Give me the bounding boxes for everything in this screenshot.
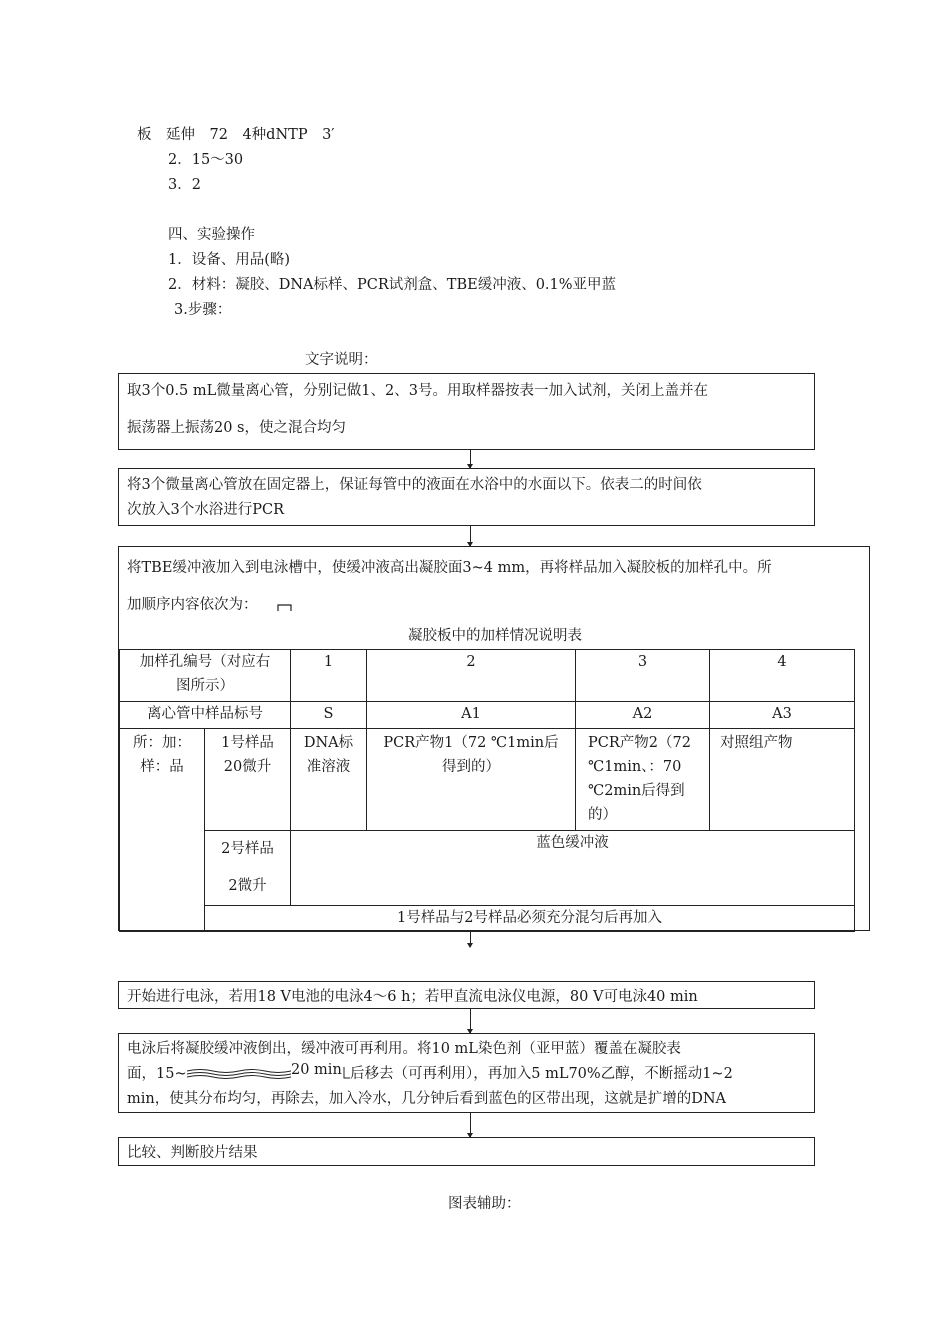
flow-arrow-1 <box>470 450 471 468</box>
sample-2-label-line: 2微升 <box>228 878 267 894</box>
tube-id: A3 <box>710 702 855 729</box>
sample-2-value: 蓝色缓冲液 <box>291 831 855 906</box>
table-row <box>120 650 855 702</box>
well-number: 2 <box>367 650 576 702</box>
step-box-1 <box>118 373 815 450</box>
sample-1-cell <box>576 729 710 831</box>
step-5-line-2a: 面，15~ <box>127 1066 187 1082</box>
table-row <box>120 831 855 906</box>
step-box-6 <box>118 1137 815 1166</box>
sample-1-cell <box>710 729 855 831</box>
step-5-line-3: min，使其分布均匀，再除去，加入冷水，几分钟后看到蓝色的区带出现，这就是扩增的DNA <box>127 1091 727 1107</box>
well-number: 3 <box>576 650 710 702</box>
section-heading: 四、实验操作 <box>168 227 255 243</box>
added-label-line: 样：品 <box>140 759 184 775</box>
well-number: 4 <box>710 650 855 702</box>
step-3-line-2: 加顺序内容依次为： <box>127 597 258 613</box>
answer-line-1: 板 延伸 72 4种dNTP 3′ <box>137 127 335 143</box>
tube-label: 离心管中样品标号 <box>120 702 291 729</box>
section-item-1: 1．设备、用品(略) <box>168 252 291 268</box>
cell-line: PCR产物2（72 <box>588 735 691 751</box>
cell-line: ℃2min后得到 <box>588 783 685 799</box>
sample-1-cell <box>367 729 576 831</box>
step-5-line-1: 电泳后将凝胶缓冲液倒出，缓冲液可再利用。将10 mL染色剂（亚甲蓝）覆盖在凝胶表 <box>127 1041 681 1057</box>
table-row <box>120 702 855 729</box>
section-item-2: 2．材料：凝胶、DNA标样、PCR试剂盒、TBE缓冲液、0.1%亚甲蓝 <box>168 277 617 293</box>
wavy-mark-icon <box>185 1068 295 1080</box>
table-caption: 凝胶板中的加样情况说明表 <box>408 628 582 644</box>
cell-line: 得到的） <box>442 759 500 775</box>
step-2-line-2: 次放入3个水浴进行PCR <box>127 502 284 518</box>
sample-1-label-line: 1号样品 <box>221 735 274 751</box>
flow-arrow-5 <box>470 1113 471 1137</box>
sample-1-label-line: 20微升 <box>223 759 272 775</box>
flow-title: 文字说明： <box>305 352 378 368</box>
bracket-mark-icon <box>277 602 293 612</box>
footer-caption: 图表辅助： <box>448 1196 521 1212</box>
step-1-line-2: 振荡器上振荡20 s，使之混合均匀 <box>127 420 346 436</box>
table-row <box>120 729 855 831</box>
step-1-line-1: 取3个0.5 mL微量离心管，分别记做1、2、3号。用取样器按表一加入试剂，关闭上盖并在 <box>127 383 708 399</box>
tube-id: A1 <box>367 702 576 729</box>
added-label-line: 所：加： <box>133 735 191 751</box>
tube-id: A2 <box>576 702 710 729</box>
table-row <box>120 906 855 932</box>
header-label-cell <box>120 650 291 702</box>
sample-1-label <box>205 729 291 831</box>
table-note: 1号样品与2号样品必须充分混匀后再加入 <box>205 906 855 932</box>
step-2-line-1: 将3个微量离心管放在固定器上，保证每管中的液面在水浴中的水面以下。依表二的时间依 <box>127 477 702 493</box>
sample-2-label-line: 2号样品 <box>221 841 274 857</box>
step-box-2 <box>118 468 815 526</box>
cell-line: 的） <box>588 807 617 823</box>
step-4-text: 开始进行电泳，若用18 V电池的电泳4～6 h；若甲直流电泳仪电源，80 V可电泳40 min <box>127 989 698 1005</box>
header-label-line: 图所示） <box>176 678 234 694</box>
answer-line-3: 3．2 <box>168 177 201 193</box>
answer-line-2: 2．15～30 <box>168 152 244 168</box>
step-5-line-2b: 20 min <box>291 1062 342 1078</box>
tube-id: S <box>291 702 367 729</box>
step-5-line-2c: 后移去（可再利用），再加入5 mL70%乙醇，不断摇动1~2 <box>350 1066 733 1082</box>
flow-arrow-4 <box>470 1009 471 1033</box>
flow-arrow-3 <box>470 931 471 947</box>
cell-line: DNA标 <box>303 735 354 751</box>
cell-line: PCR产物1（72 ℃1min后 <box>383 735 559 751</box>
flow-arrow-2 <box>470 526 471 546</box>
well-number: 1 <box>291 650 367 702</box>
section-item-3: 3.步骤： <box>174 302 232 318</box>
sample-2-label <box>205 831 291 906</box>
loading-table <box>119 649 855 932</box>
step-6-text: 比较、判断胶片结果 <box>127 1145 258 1161</box>
sample-1-cell <box>291 729 367 831</box>
cell-line: 对照组产物 <box>720 735 793 751</box>
cell-line: 准溶液 <box>306 759 351 775</box>
added-sample-label <box>120 729 205 932</box>
step-3-line-1: 将TBE缓冲液加入到电泳槽中，使缓冲液高出凝胶面3~4 mm，再将样品加入凝胶板的加样孔中。所 <box>127 560 772 576</box>
step-box-5 <box>118 1033 815 1113</box>
step-box-4 <box>118 981 815 1009</box>
cell-line: ℃1min、：70 <box>588 759 682 775</box>
header-label-line: 加样孔编号（对应右 <box>139 654 271 670</box>
